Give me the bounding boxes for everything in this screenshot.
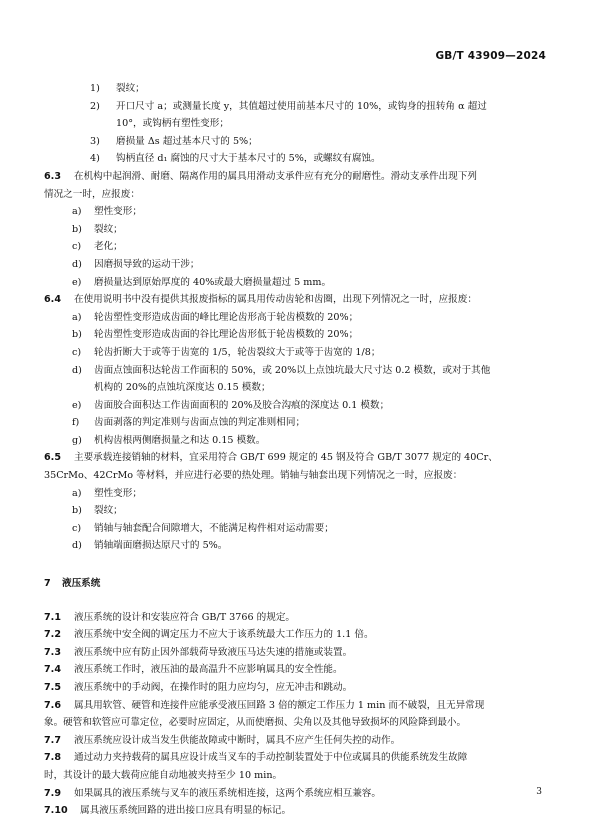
standard-number: GB/T 43909—2024 — [435, 50, 546, 62]
list-item-continuation: 机构的 20%的点蚀坑深度达 0.15 模数； — [94, 382, 271, 394]
list-item: e) 磨损量达到原始厚度的 40%或最大磨损量超过 5 mm。 — [72, 276, 332, 288]
list-item: d) 销轴端面磨损达原尺寸的 5%。 — [72, 540, 228, 552]
list-item: 2) 开口尺寸 a；或测量长度 y，其值超过使用前基本尺寸的 10%，或钩身的扭转角 α 超过 — [90, 100, 487, 112]
clause-7-9: 7.9 如果属具的液压系统与叉车的液压系统相连接，这两个系统应相互兼容。 — [44, 787, 381, 799]
list-item: g) 机构齿根两侧磨损量之和达 0.15 模数。 — [72, 434, 266, 446]
section-heading: 7 液压系统 — [44, 578, 101, 590]
clause-7-4: 7.4 液压系统工作时，液压油的最高温升不应影响属具的安全性能。 — [44, 664, 343, 676]
clause-7-8: 7.8 通过动力夹持载荷的属具应设计成当叉车的手动控制装置处于中位或属具的供能系统发生故障 — [44, 752, 468, 764]
clause-continuation: 情况之一时，应报废： — [44, 188, 140, 200]
clause-7-10: 7.10 属具液压系统回路的进出接口应具有明显的标记。 — [44, 805, 292, 817]
list-item: a) 轮齿塑性变形造成齿面的峰比理论齿形高于轮齿模数的 20%； — [72, 311, 359, 323]
list-item-continuation: 10°，或钩柄有塑性变形； — [116, 118, 229, 130]
list-item: c) 销轴与轴套配合间隙增大，不能满足构件相对运动需要； — [72, 522, 334, 534]
list-item: b) 裂纹； — [72, 223, 123, 235]
clause-continuation: 35CrMo、42CrMo 等材料，并应进行必要的热处理。销轴与轴套出现下列情况之一时，应报废： — [44, 470, 463, 482]
list-item: 3) 磨损量 Δs 超过基本尺寸的 5%； — [90, 135, 258, 147]
list-item: d) 因磨损导致的运动干涉； — [72, 258, 200, 270]
clause-7-3: 7.3 液压系统中应有防止因外部载荷导致液压马达失速的措施或装置。 — [44, 646, 353, 658]
list-item: d) 齿面点蚀面积达轮齿工作面积的 50%，或 20%以上点蚀坑最大尺寸达 0.2 模数，或对于其他 — [72, 364, 491, 376]
clause-6-4: 6.4 在使用说明书中没有提供其报废指标的属具用传动齿轮和齿圈，出现下列情况之一时，应报废： — [44, 294, 477, 306]
clause-6-5: 6.5 主要承载连接销轴的材料，宜采用符合 GB/T 699 规定的 45 钢及符合 GB/T 3077 规定的 40Cr、 — [44, 452, 498, 464]
clause-7-2: 7.2 液压系统中安全阀的调定压力不应大于该系统最大工作压力的 1.1 倍。 — [44, 629, 374, 641]
list-item: c) 老化； — [72, 241, 123, 253]
clause-7-5: 7.5 液压系统中的手动阀，在操作时的阻力应均匀，应无冲击和跳动。 — [44, 682, 353, 693]
clause-7-1: 7.1 液压系统的设计和安装应符合 GB/T 3766 的规定。 — [44, 611, 296, 623]
list-item: e) 齿面胶合面积达工作齿面面积的 20%及胶合沟痕的深度达 0.1 模数； — [72, 399, 390, 411]
clause-6-3: 6.3 在机构中起润滑、耐磨、隔离作用的属具用滑动支承件应有充分的耐磨性。滑动支承件出现下列 — [44, 170, 477, 182]
list-item: 4) 钩柄直径 d₁ 腐蚀的尺寸大于基本尺寸的 5%，或螺纹有腐蚀。 — [90, 153, 381, 165]
list-item: b) 裂纹； — [72, 505, 123, 517]
page-number: 3 — [536, 787, 542, 797]
list-item: f) 齿面剥落的判定准则与齿面点蚀的判定准则相同； — [72, 417, 306, 429]
clause-7-6: 7.6 属具用软管、硬管和连接件应能承受液压回路 3 倍的额定工作压力 1 min 而不破裂，且无异常现 — [44, 699, 485, 711]
list-item: 1) 裂纹； — [90, 83, 145, 94]
clause-continuation: 时，其设计的最大载荷应能自动地被夹持至少 10 min。 — [44, 769, 283, 781]
list-item: c) 轮齿折断大于或等于齿宽的 1/5，轮齿裂纹大于或等于齿宽的 1/8； — [72, 346, 381, 358]
list-item: a) 塑性变形； — [72, 206, 142, 218]
list-item: b) 轮齿塑性变形造成齿面的谷比理论齿形低于轮齿模数的 20%； — [72, 329, 359, 341]
list-item: a) 塑性变形； — [72, 487, 142, 499]
clause-7-7: 7.7 液压系统应设计成当发生供能故障或中断时，属具不应产生任何失控的动作。 — [44, 734, 401, 746]
clause-continuation: 象。硬管和软管应可靠定位，必要时应固定，从而使磨损、尖角以及其他导致损坏的风险降到最小。 — [44, 717, 467, 729]
document-body — [44, 80, 550, 820]
